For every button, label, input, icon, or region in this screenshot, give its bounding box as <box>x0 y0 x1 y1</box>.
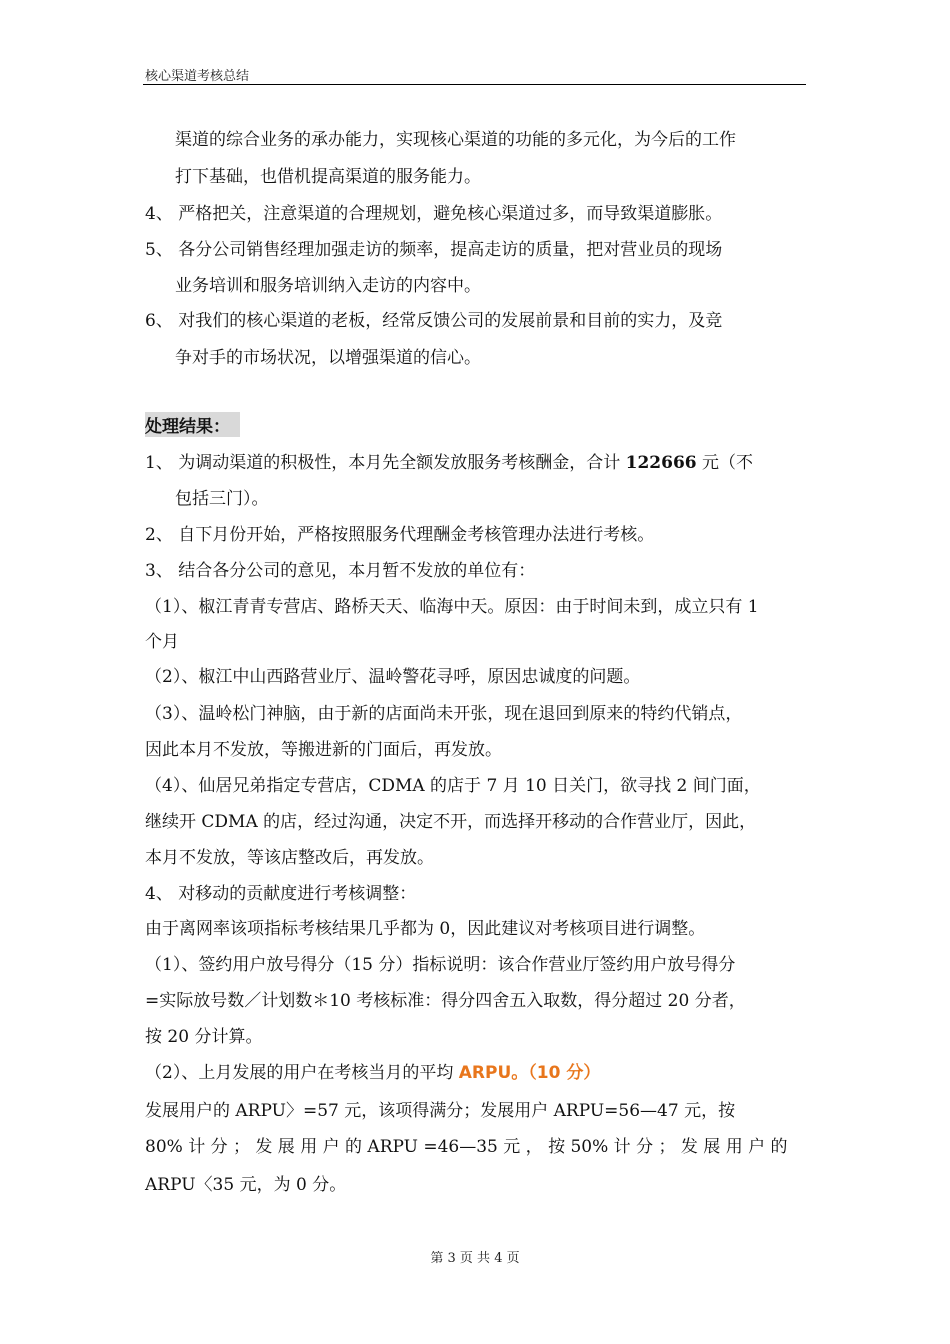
body-line: 由于离网率该项指标考核结果几乎都为 0，因此建议对考核项目进行调整。 <box>145 919 706 939</box>
body-line: 80% 计 分 ； 发 展 用 户 的 ARPU =46—35 元 ， 按 50% 计 分 ； 发 展 用 户 的 <box>145 1137 788 1157</box>
sub-item-2: （2）、椒江中山西路营业厅、温岭警花寻呼，原因忠诚度的问题。 <box>145 667 641 687</box>
body-line: =实际放号数／计划数＊10 考核标准：得分四舍五入取数，得分超过 20 分者， <box>145 991 746 1011</box>
sub-item-4: （4）、仙居兄弟指定专营店，CDMA 的店于 7 月 10 日关门，欲寻找 2 间门面， <box>145 776 761 796</box>
body-line: 按 20 分计算。 <box>145 1027 263 1047</box>
arpu-highlight: ARPU。（10 分） <box>458 1063 601 1083</box>
body-line: 业务培训和服务培训纳入走访的内容中。 <box>175 276 481 296</box>
result-item-2: 2、 自下月份开始，严格按照服务代理酬金考核管理办法进行考核。 <box>145 525 655 545</box>
page-number: 第 3 页 共 4 页 <box>430 1251 520 1266</box>
total-amount: 122666 <box>625 453 697 473</box>
sub-item-3: （3）、温岭松门神脑，由于新的店面尚未开张，现在退回到原来的特约代销点， <box>145 704 743 724</box>
body-line: 争对手的市场状况，以增强渠道的信心。 <box>175 348 481 368</box>
result-text: 元（不 <box>696 453 754 473</box>
body-line: 因此本月不发放，等搬进新的门面后，再发放。 <box>145 740 502 760</box>
result-text: （2）、上月发展的用户在考核当月的平均 <box>145 1063 459 1083</box>
list-item-6: 6、 对我们的核心渠道的老板，经常反馈公司的发展前景和目前的实力，及竞 <box>145 311 723 331</box>
body-line: 包括三门）。 <box>175 489 269 509</box>
body-line: 个月 <box>145 632 179 652</box>
result-item-1 <box>145 448 753 473</box>
section-heading: 处理结果： <box>145 412 240 437</box>
header-title: 核心渠道考核总结 <box>145 69 250 84</box>
body-line: ARPU〈35 元，为 0 分。 <box>145 1175 347 1195</box>
header-divider <box>143 84 806 85</box>
result-item-4: 4、 对移动的贡献度进行考核调整： <box>145 884 417 904</box>
list-item-5: 5、 各分公司销售经理加强走访的频率，提高走访的质量，把对营业员的现场 <box>145 240 723 260</box>
body-line: 渠道的综合业务的承办能力，实现核心渠道的功能的多元化，为今后的工作 <box>175 130 736 150</box>
list-item-4: 4、 严格把关，注意渠道的合理规划，避免核心渠道过多，而导致渠道膨胀。 <box>145 204 723 224</box>
body-line: 打下基础，也借机提高渠道的服务能力。 <box>175 167 481 187</box>
body-line: 继续开 CDMA 的店，经过沟通，决定不开，而选择开移动的合作营业厅，因此， <box>145 812 757 832</box>
sub-item-1: （1）、椒江青青专营店、路桥天天、临海中天。原因：由于时间未到，成立只有 1 <box>145 597 759 617</box>
body-line: 本月不发放，等该店整改后，再发放。 <box>145 848 434 868</box>
body-line: 发展用户的 ARPU〉=57 元，该项得满分；发展用户 ARPU=56—47 元，按 <box>145 1101 736 1121</box>
result-text: 1、 为调动渠道的积极性，本月先全额发放服务考核酬金，合计 <box>145 453 626 473</box>
sub-item-2 <box>145 1058 600 1083</box>
sub-item-1: （1）、签约用户放号得分（15 分）指标说明：该合作营业厅签约用户放号得分 <box>145 955 736 975</box>
result-item-3: 3、 结合各分公司的意见，本月暂不发放的单位有： <box>145 561 536 581</box>
